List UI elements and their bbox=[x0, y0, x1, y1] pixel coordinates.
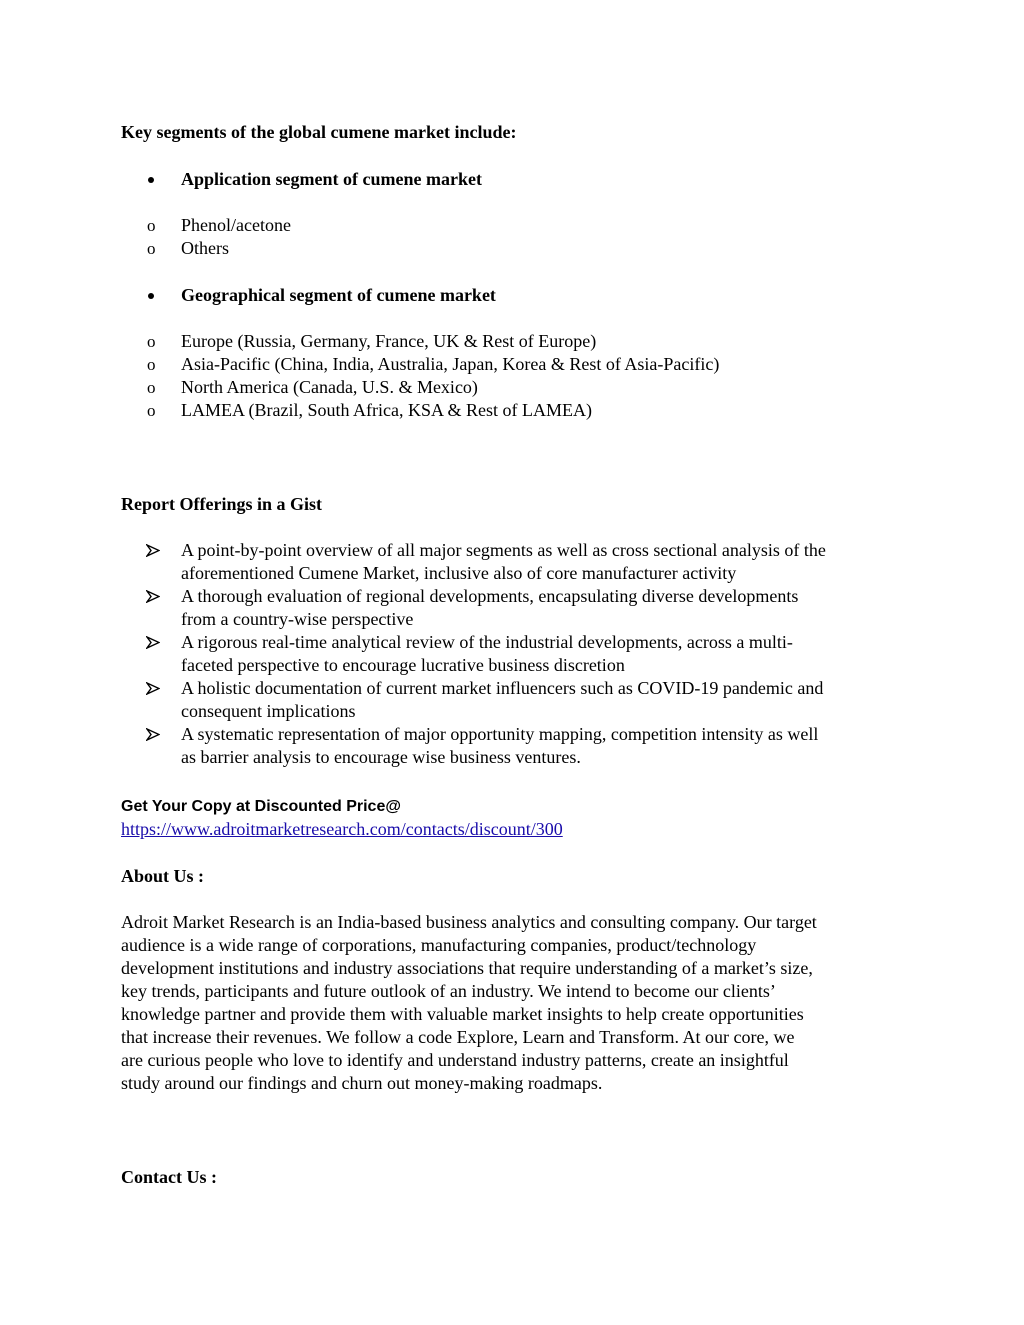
offering-line: faceted perspective to encourage lucrative business discretion bbox=[181, 655, 625, 675]
offering-line: A thorough evaluation of regional developments, encapsulating diverse developments bbox=[181, 586, 799, 606]
about-heading: About Us : bbox=[121, 866, 205, 886]
arrow-bullet-icon bbox=[146, 539, 164, 562]
arrow-bullet-icon bbox=[146, 677, 164, 700]
circle-bullet-icon: o bbox=[147, 378, 156, 397]
about-paragraph-line: key trends, participants and future outlook of an industry. We intend to become our clients’ bbox=[121, 981, 776, 1001]
circle-bullet-icon: o bbox=[147, 216, 156, 235]
circle-bullet-icon: o bbox=[147, 332, 156, 351]
geography-segment-title: Geographical segment of cumene market bbox=[181, 285, 496, 305]
discount-label: Get Your Copy at Discounted Price@ bbox=[121, 798, 401, 815]
discount-link[interactable]: https://www.adroitmarketresearch.com/contacts/discount/300 bbox=[121, 819, 563, 839]
about-paragraph-line: that increase their revenues. We follow a code Explore, Learn and Transform. At our core, we bbox=[121, 1027, 795, 1047]
offering-line: from a country-wise perspective bbox=[181, 609, 414, 629]
arrow-bullet-icon bbox=[146, 585, 164, 608]
about-paragraph-line: knowledge partner and provide them with valuable market insights to help create opportunities bbox=[121, 1004, 804, 1024]
geography-item: LAMEA (Brazil, South Africa, KSA & Rest of LAMEA) bbox=[181, 400, 592, 420]
circle-bullet-icon: o bbox=[147, 355, 156, 374]
application-item: Phenol/acetone bbox=[181, 215, 291, 235]
application-segment-title: Application segment of cumene market bbox=[181, 169, 482, 189]
arrow-bullet-icon bbox=[146, 631, 164, 654]
offering-line: A systematic representation of major opportunity mapping, competition intensity as well bbox=[181, 724, 819, 744]
about-paragraph-line: audience is a wide range of corporations, manufacturing companies, product/technology bbox=[121, 935, 757, 955]
offering-line: A rigorous real-time analytical review of the industrial developments, across a multi- bbox=[181, 632, 793, 652]
about-paragraph-line: Adroit Market Research is an India-based business analytics and consulting company. Our target bbox=[121, 912, 817, 932]
offering-line: A holistic documentation of current market influencers such as COVID-19 pandemic and bbox=[181, 678, 824, 698]
segments-heading: Key segments of the global cumene market include: bbox=[121, 122, 517, 142]
arrow-bullet-icon bbox=[146, 723, 164, 746]
application-item: Others bbox=[181, 238, 229, 258]
offering-line: as barrier analysis to encourage wise business ventures. bbox=[181, 747, 581, 767]
about-paragraph-line: are curious people who love to identify and understand industry patterns, create an insightful bbox=[121, 1050, 789, 1070]
circle-bullet-icon: o bbox=[147, 401, 156, 420]
geography-item: North America (Canada, U.S. & Mexico) bbox=[181, 377, 478, 397]
bullet-icon bbox=[146, 168, 156, 191]
circle-bullet-icon: o bbox=[147, 239, 156, 258]
offering-line: A point-by-point overview of all major segments as well as cross sectional analysis of the bbox=[181, 540, 826, 560]
bullet-icon bbox=[146, 284, 156, 307]
geography-item: Asia-Pacific (China, India, Australia, Japan, Korea & Rest of Asia-Pacific) bbox=[181, 354, 720, 374]
offering-line: aforementioned Cumene Market, inclusive also of core manufacturer activity bbox=[181, 563, 737, 583]
contact-heading: Contact Us : bbox=[121, 1167, 217, 1187]
about-paragraph-line: development institutions and industry associations that require understanding of a market’s size, bbox=[121, 958, 813, 978]
offerings-heading: Report Offerings in a Gist bbox=[121, 494, 322, 514]
geography-item: Europe (Russia, Germany, France, UK & Rest of Europe) bbox=[181, 331, 597, 351]
offering-line: consequent implications bbox=[181, 701, 356, 721]
about-paragraph-line: study around our findings and churn out money-making roadmaps. bbox=[121, 1073, 603, 1093]
